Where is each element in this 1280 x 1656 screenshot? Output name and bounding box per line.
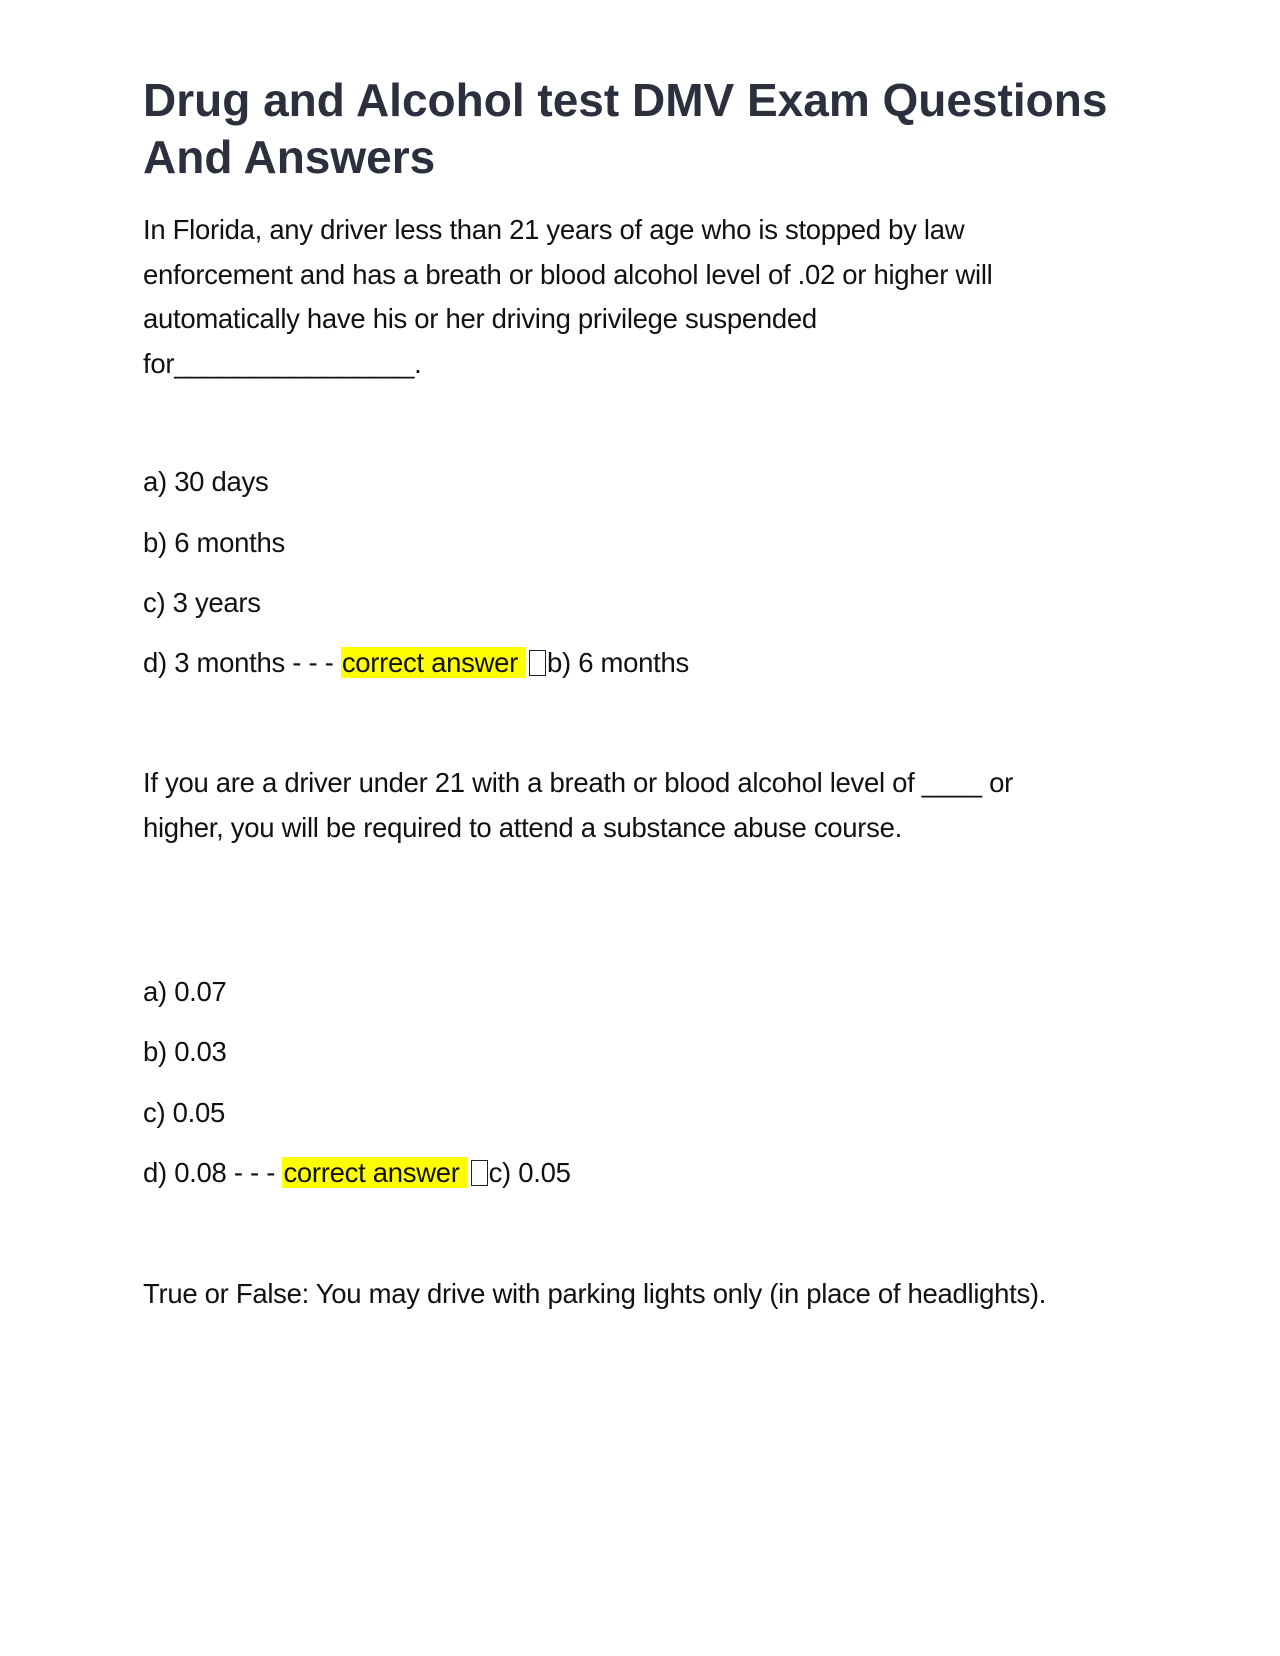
question-1-option-b: b) 6 months [143,527,285,558]
question-2-option-d-row [143,1153,571,1193]
question-1-option-c: c) 3 years [143,587,261,618]
question-2-option-a: a) 0.07 [143,976,227,1007]
question-3-text: True or False: You may drive with parking lights only (in place of headlights). [143,1278,1047,1309]
question-2-text: If you are a driver under 21 with a breath or blood alcohol level of ____ or higher, you will be required to attend a substance abuse course. [143,767,1013,843]
question-2-option-d: d) 0.08 - - - [143,1157,276,1188]
correct-answer-highlight: correct answer [341,647,526,678]
question-2-option-b: b) 0.03 [143,1036,227,1067]
document-title: Drug and Alcohol test DMV Exam Questions And Answers [143,74,1108,183]
missing-glyph-box-icon [471,1160,488,1186]
question-1-option-a: a) 30 days [143,466,269,497]
question-1-option-d-row [143,643,689,683]
correct-answer-highlight: correct answer [282,1157,467,1188]
question-1-answer: b) 6 months [547,647,689,678]
missing-glyph-box-icon [529,650,546,676]
question-2-option-c: c) 0.05 [143,1097,225,1128]
question-1-option-d: d) 3 months - - - [143,647,334,678]
question-1-text: In Florida, any driver less than 21 years of age who is stopped by law enforcement and has a breath or blood alcohol level of .02 or higher will automatically have his or her driving privilege suspended for________________. [143,214,993,379]
question-2-answer: c) 0.05 [488,1157,571,1188]
